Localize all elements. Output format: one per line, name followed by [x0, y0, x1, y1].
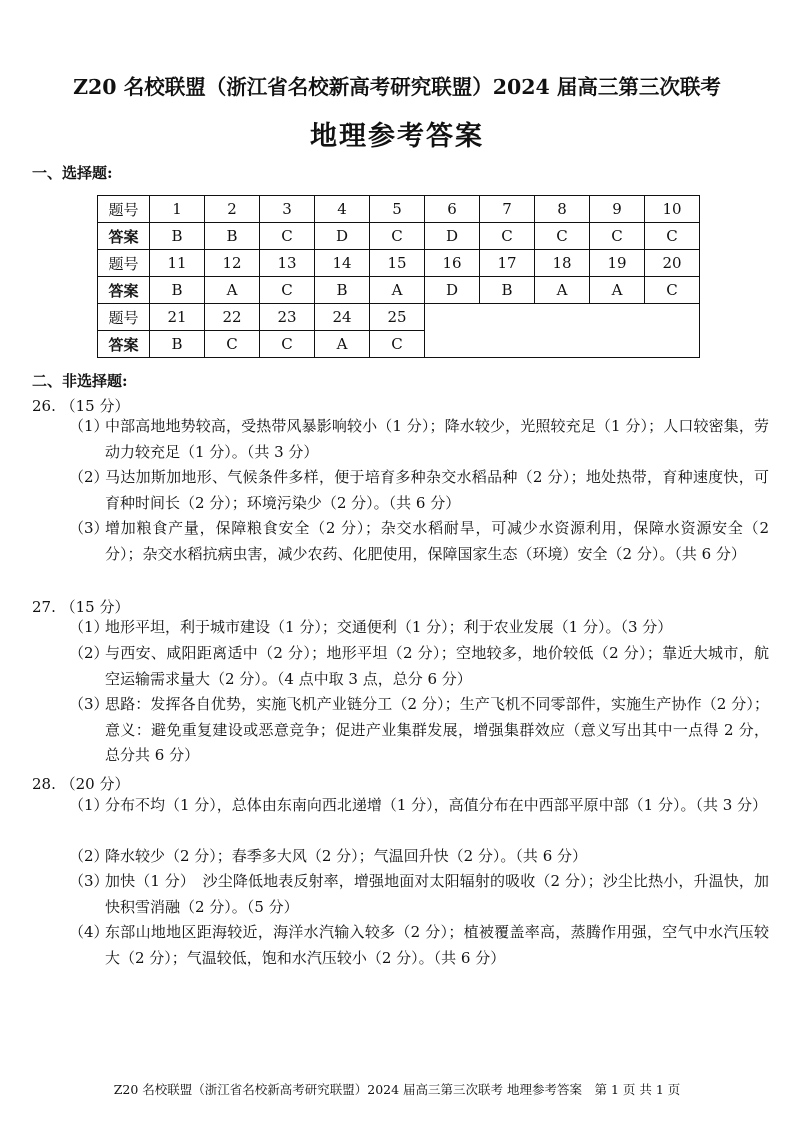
question-26-item-3: [69, 516, 769, 567]
table-cell: 11: [150, 250, 205, 277]
table-cell: A: [205, 277, 260, 304]
table-cell: C: [370, 223, 425, 250]
table-cell: D: [425, 277, 480, 304]
table-cell: 12: [205, 250, 260, 277]
item-number: （1）: [69, 618, 109, 636]
table-cell: A: [535, 277, 590, 304]
table-cell: 13: [260, 250, 315, 277]
item-text: 思路：发挥各自优势，实施飞机产业链分工（2 分）；生产飞机不同零部件，实施生产协作（2 分）；意义：避免重复建设或恶意竞争；促进产业集群发展，增强集群效应（意义写出其中一点得 2 分，总分共 6 分）: [105, 695, 769, 764]
item-text: 中部高地地势较高，受热带风暴影响较小（1 分）；降水较少，光照较充足（1 分）；人口较密集，劳动力较充足（1 分）。（共 3 分）: [105, 417, 769, 461]
table-cell: 19: [590, 250, 645, 277]
row-label-answer: 答案: [98, 331, 150, 358]
table-cell: 14: [315, 250, 370, 277]
table-cell: 21: [150, 304, 205, 331]
table-cell: 23: [260, 304, 315, 331]
section-heading-essay: 二、非选择题:: [32, 372, 128, 390]
table-row: [98, 223, 700, 250]
row-label-question: 题号: [98, 304, 150, 331]
item-number: （2）: [69, 847, 109, 865]
table-cell: 20: [645, 250, 700, 277]
answer-table: [97, 195, 700, 358]
question-28-item-4: [69, 920, 769, 971]
table-cell: 9: [590, 196, 645, 223]
table-cell: C: [535, 223, 590, 250]
item-text: 增加粮食产量，保障粮食安全（2 分）；杂交水稻耐旱，可减少水资源利用，保障水资源安全（2 分）；杂交水稻抗病虫害，减少农药、化肥使用，保障国家生态（环境）安全（2 分）。（共 6 分）: [105, 519, 769, 563]
table-cell: 10: [645, 196, 700, 223]
table-cell: 6: [425, 196, 480, 223]
table-cell: 2: [205, 196, 260, 223]
item-text: 地形平坦，利于城市建设（1 分）；交通便利（1 分）；利于农业发展（1 分）。（3 分）: [105, 618, 673, 636]
row-label-answer: 答案: [98, 223, 150, 250]
row-label-answer: 答案: [98, 277, 150, 304]
item-number: （2）: [69, 644, 109, 662]
table-cell: C: [590, 223, 645, 250]
table-cell: A: [315, 331, 370, 358]
item-text: 分布不均（1 分），总体由东南向西北递增（1 分），高值分布在中西部平原中部（1 分）。（共 3 分）: [105, 796, 768, 814]
item-number: （4）: [69, 923, 109, 941]
question-27-item-3: [69, 692, 769, 769]
item-number: （3）: [69, 695, 109, 713]
item-text: 东部山地地区距海较近，海洋水汽输入较多（2 分）；植被覆盖率高，蒸腾作用强，空气中水汽压较大（2 分）；气温较低，饱和水汽压较小（2 分）。（共 6 分）: [105, 923, 769, 967]
table-cell: C: [260, 223, 315, 250]
question-27-item-2: [69, 641, 769, 692]
question-26-item-2: [69, 465, 769, 516]
table-cell: B: [480, 277, 535, 304]
table-cell: D: [425, 223, 480, 250]
table-cell: A: [370, 277, 425, 304]
table-cell: C: [260, 331, 315, 358]
table-cell: C: [645, 277, 700, 304]
table-row: [98, 277, 700, 304]
table-cell: 3: [260, 196, 315, 223]
item-number: （3）: [69, 872, 109, 890]
table-cell: 4: [315, 196, 370, 223]
question-28-item-2: [69, 844, 769, 870]
table-cell: B: [150, 331, 205, 358]
table-cell: 16: [425, 250, 480, 277]
table-cell: C: [480, 223, 535, 250]
item-text: 加快（1 分） 沙尘降低地表反射率，增强地面对太阳辐射的吸收（2 分）；沙尘比热小，升温快，加快积雪消融（2 分）。（5 分）: [105, 872, 769, 916]
table-cell: C: [205, 331, 260, 358]
question-26-item-1: [69, 414, 769, 465]
item-text: 降水较少（2 分）；春季多大风（2 分）；气温回升快（2 分）。（共 6 分）: [105, 847, 588, 865]
table-cell: 18: [535, 250, 590, 277]
item-number: （1）: [69, 417, 109, 435]
table-row: [98, 250, 700, 277]
table-cell: 25: [370, 304, 425, 331]
row-label-question: 题号: [98, 250, 150, 277]
empty-cell: [425, 304, 700, 358]
item-text: 马达加斯加地形、气候条件多样，便于培育多种杂交水稻品种（2 分）；地处热带，育种速度快，可育种时间长（2 分）；环境污染少（2 分）。（共 6 分）: [105, 468, 769, 512]
item-number: （1）: [69, 796, 109, 814]
table-cell: B: [315, 277, 370, 304]
table-cell: 7: [480, 196, 535, 223]
table-cell: B: [205, 223, 260, 250]
document-title: Z20 名校联盟（浙江省名校新高考研究联盟）2024 届高三第三次联考: [73, 75, 721, 99]
table-cell: A: [590, 277, 645, 304]
question-27-item-1: [69, 615, 769, 641]
question-28-heading: 28. （20 分）: [32, 775, 130, 793]
question-28-item-1: [69, 793, 769, 819]
table-cell: C: [645, 223, 700, 250]
page-footer: Z20 名校联盟（浙江省名校新高考研究联盟）2024 届高三第三次联考 地理参考答案 第 1 页 共 1 页: [113, 1082, 681, 1097]
question-27-heading: 27. （15 分）: [32, 598, 130, 616]
table-cell: C: [370, 331, 425, 358]
table-cell: B: [150, 277, 205, 304]
document-subtitle: 地理参考答案: [310, 121, 484, 152]
section-heading-choice: 一、选择题:: [32, 164, 113, 182]
item-number: （3）: [69, 519, 109, 537]
table-cell: 5: [370, 196, 425, 223]
table-cell: B: [150, 223, 205, 250]
table-row: [98, 196, 700, 223]
table-cell: 1: [150, 196, 205, 223]
table-cell: 8: [535, 196, 590, 223]
table-cell: 15: [370, 250, 425, 277]
table-row: [98, 304, 700, 331]
table-cell: C: [260, 277, 315, 304]
table-cell: 17: [480, 250, 535, 277]
row-label-question: 题号: [98, 196, 150, 223]
question-26-heading: 26. （15 分）: [32, 397, 130, 415]
question-28-item-3: [69, 869, 769, 920]
table-cell: D: [315, 223, 370, 250]
table-cell: 24: [315, 304, 370, 331]
item-text: 与西安、咸阳距离适中（2 分）；地形平坦（2 分）；空地较多，地价较低（2 分）；靠近大城市，航空运输需求量大（2 分）。（4 点中取 3 点，总分 6 分）: [105, 644, 769, 688]
item-number: （2）: [69, 468, 109, 486]
table-cell: 22: [205, 304, 260, 331]
